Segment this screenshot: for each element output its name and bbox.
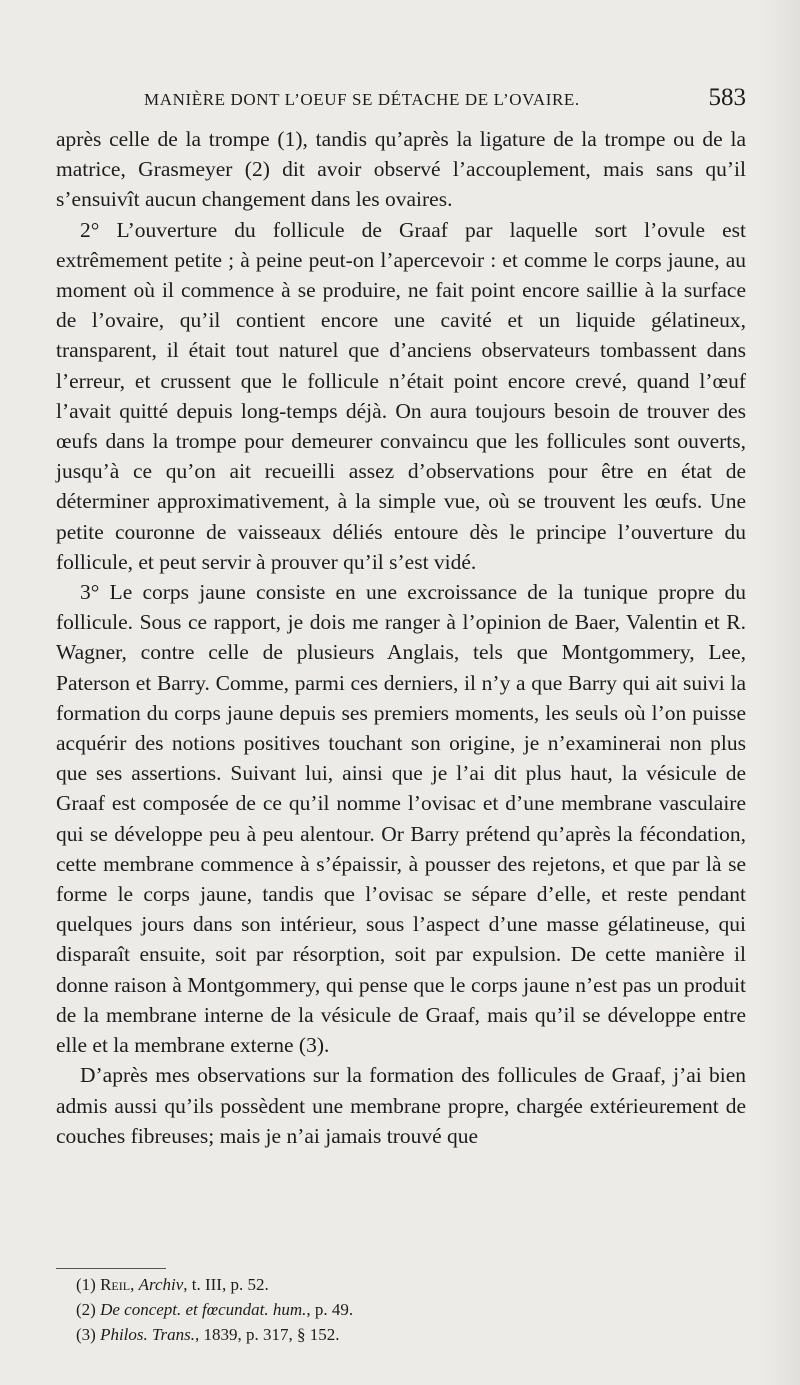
page-edge-shadow (760, 0, 800, 1385)
footnote-mark: (3) (76, 1325, 96, 1344)
body-text (56, 124, 746, 1151)
paragraph: après celle de la trompe (1), tandis qu’après la ligature de la trompe ou de la matrice, Grasmeyer (2) dit avoir observé l’accouplement, mais sans qu’il s’ensuivît aucun changement dans les ovaires. (56, 127, 746, 212)
footnote-title: Philos. Trans. (100, 1325, 196, 1344)
paragraph: 3° Le corps jaune consiste en une excroissance de la tunique propre du follicule. Sous ce rapport, je dois me ranger à l’opinion de Baer, Valentin et R. Wagner, contre celle de plusieurs Anglais, tels que Montgommery, Lee, Paterson et Barry. Comme, parmi ces derniers, il n’y a que Barry qui ait suivi la formation du corps jaune depuis ses premiers moments, les seuls où l’on puisse acquérir des notions positives touchant son origine, je n’examinerai non plus que ses assertions. Suivant lui, ainsi que je l’ai dit plus haut, la vésicule de Graaf est composée de ce qu’il nomme l’ovisac et d’une membrane vasculaire qui se développe peu à peu alentour. Or Barry prétend qu’après la fécondation, cette membrane commence à s’épaissir, à pousser des rejetons, et que par là se forme le corps jaune, tandis que l’ovisac se sépare d’elle, et reste pendant quelques jours dans son intérieur, sous l’aspect d’une masse gélatineuse, qui disparaît ensuite, soit par résorption, soit par expulsion. De cette manière il donne raison à Montgommery, qui pense que le corps jaune n’est pas un produit de la membrane interne de la vésicule de Graaf, mais qu’il se développe entre elle et la membrane externe (3). (56, 580, 746, 1058)
footnote-rest: , p. 49. (306, 1300, 354, 1319)
paragraph: D’après mes observations sur la formation des follicules de Graaf, j’ai bien admis aussi qu’ils possèdent une membrane propre, chargée extérieurement de couches fibreuses; mais je n’ai jamais trouvé que (56, 1063, 746, 1148)
running-head: MANIÈRE DONT L’OEUF SE DÉTACHE DE L’OVAIRE. (144, 90, 580, 109)
footnote-author: Reil (100, 1275, 131, 1294)
footnote-mark: (2) (76, 1300, 96, 1319)
footnote-title: Archiv (138, 1275, 184, 1294)
footnote-mark: (1) (76, 1275, 96, 1294)
footnotes (76, 1272, 676, 1347)
footnote-rule (56, 1268, 166, 1269)
footnote: (1) Reil, Archiv, t. III, p. 52. (76, 1275, 269, 1294)
page-number: 583 (708, 84, 746, 111)
footnote (76, 1297, 676, 1322)
paragraph: 2° L’ouverture du follicule de Graaf par laquelle sort l’ovule est extrêmement petite ; à peine peut-on l’apercevoir : et comme le corps jaune, au moment où il commence à se produire, ne fait point encore saillie à la surface de l’ovaire, qu’il contient encore une cavité et un liquide gélatineux, transparent, il était tout naturel que d’anciens observateurs tombassent dans l’erreur, et crussent que le follicule n’était point encore crevé, quand l’œuf l’avait quitté depuis long-temps déjà. On aura toujours besoin de trouver des œufs dans la trompe pour demeurer convaincu que les follicules sont ouverts, jusqu’à ce qu’on ait recueilli assez d’observations pour être en état de déterminer approximativement, à la simple vue, où se trouvent les œufs. Une petite couronne de vaisseaux déliés entoure dès le principe l’ouverture du follicule, et peut servir à prouver qu’il s’est vidé. (56, 217, 746, 574)
page-header (56, 84, 746, 114)
footnote-rest: , 1839, p. 317, § 152. (195, 1325, 340, 1344)
footnote-title: De concept. et fœcundat. hum. (100, 1300, 307, 1319)
footnote (76, 1322, 676, 1347)
footnote-rest: , t. III, p. 52. (183, 1275, 269, 1294)
